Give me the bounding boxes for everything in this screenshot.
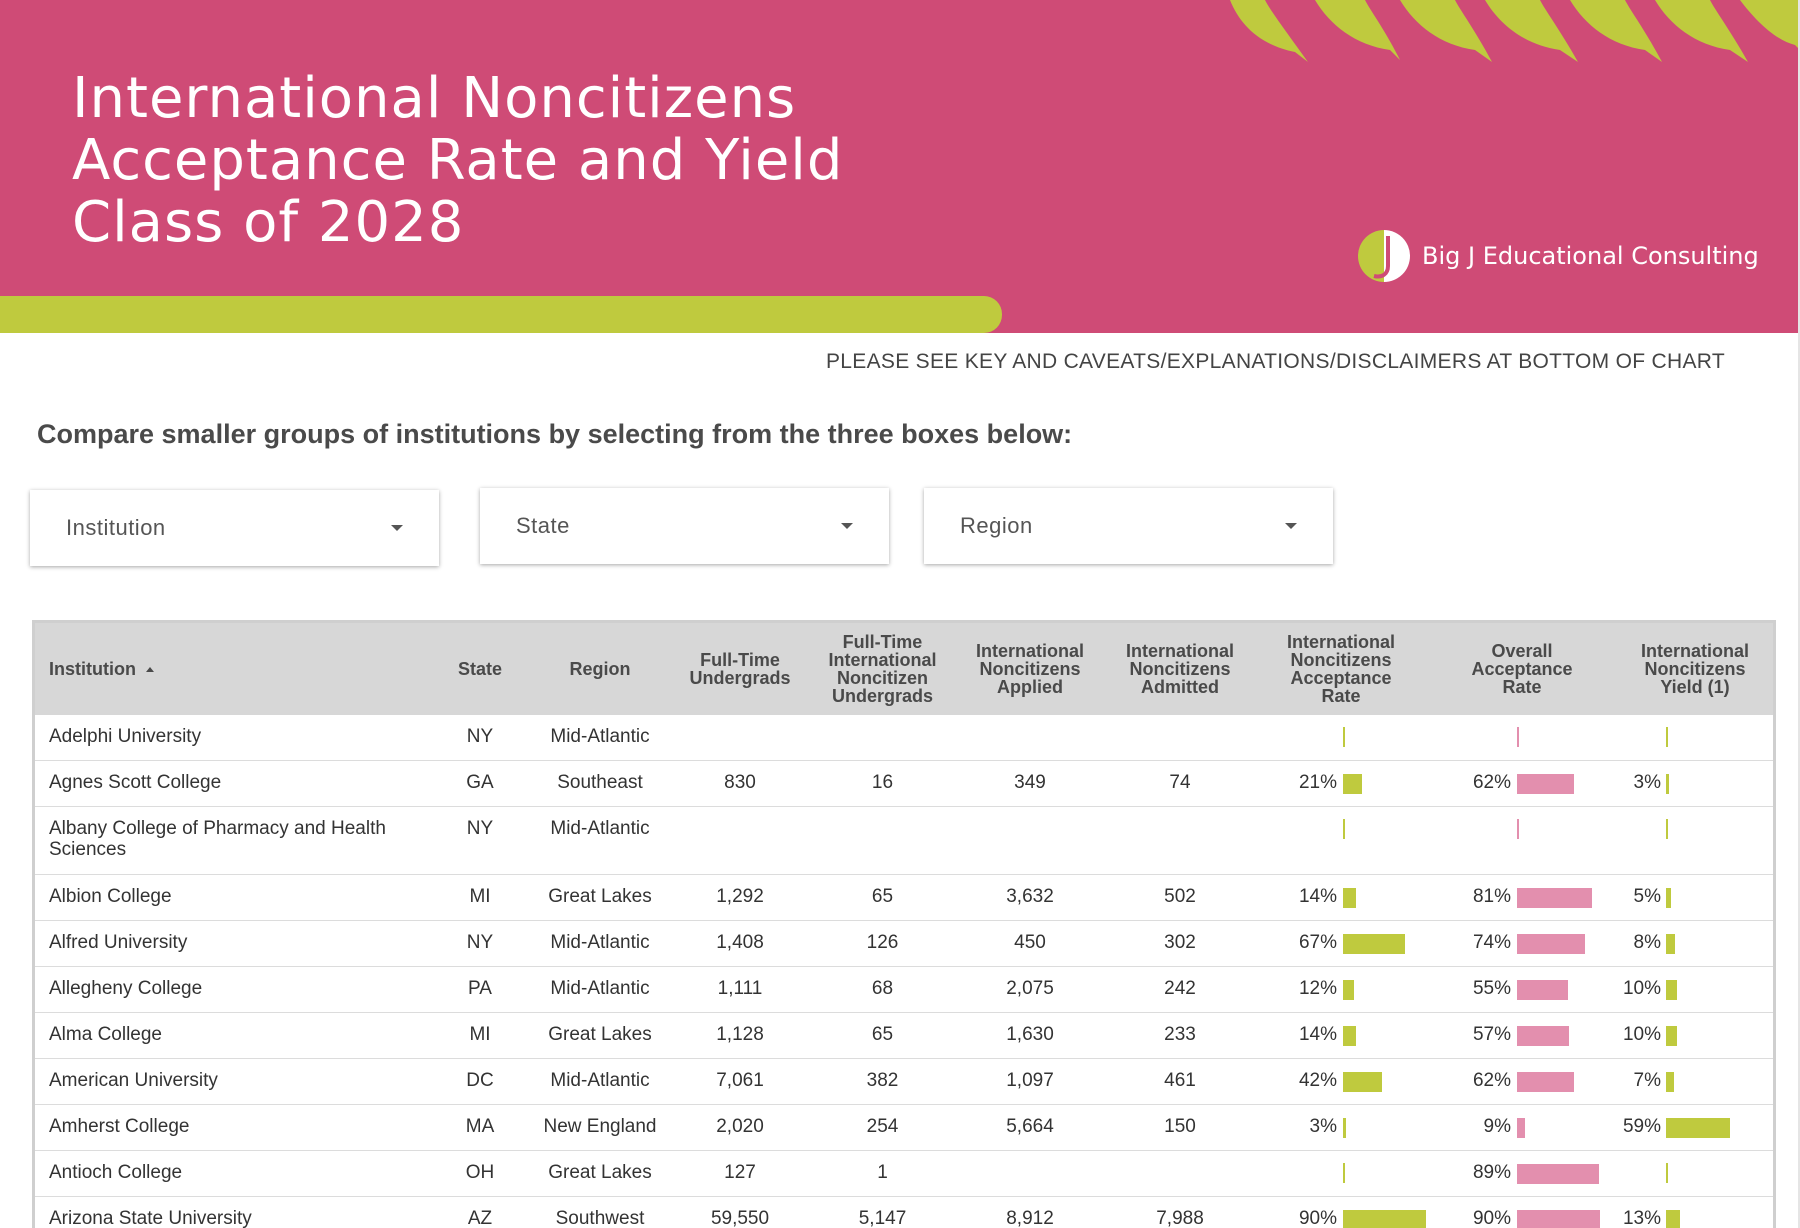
cell-ft-undergrads: 127 xyxy=(724,1162,756,1183)
cell-region: Great Lakes xyxy=(548,1024,652,1045)
cell-ft-undergrads: 7,061 xyxy=(716,1070,764,1091)
intl-accept-rate-value: 14% xyxy=(1298,886,1337,907)
intl-yield-bar xyxy=(1666,888,1671,908)
cell-region: Mid-Atlantic xyxy=(550,818,650,839)
intl-accept-rate-bar xyxy=(1343,1210,1426,1228)
cell-institution: Alfred University xyxy=(49,932,188,953)
intl-accept-rate-bar xyxy=(1343,1072,1382,1092)
page-title-line-3: Class of 2028 xyxy=(72,190,465,255)
table-row[interactable] xyxy=(35,807,1773,875)
cell-intl-admitted: 242 xyxy=(1164,978,1196,999)
cell-ft-undergrads: 1,408 xyxy=(716,932,764,953)
table-row[interactable] xyxy=(35,1105,1773,1151)
column-header-ft-intl-undergrads[interactable] xyxy=(810,623,955,715)
cell-ft-undergrads: 2,020 xyxy=(716,1116,764,1137)
cell-intl-applied: 349 xyxy=(1014,772,1046,793)
cell-intl-admitted: 461 xyxy=(1164,1070,1196,1091)
intl-accept-rate-bar xyxy=(1343,774,1362,794)
overall-accept-rate-bar xyxy=(1517,1210,1600,1228)
column-header-intl-admitted[interactable] xyxy=(1105,623,1255,715)
table-row[interactable] xyxy=(35,1013,1773,1059)
cell-institution: Agnes Scott College xyxy=(49,772,222,793)
cell-state: NY xyxy=(466,818,494,839)
cell-intl-applied: 1,097 xyxy=(1006,1070,1054,1091)
table-row[interactable] xyxy=(35,875,1773,921)
table-row[interactable] xyxy=(35,1197,1773,1228)
brand-logo-icon xyxy=(1356,228,1412,284)
overall-accept-rate-bar xyxy=(1517,1072,1574,1092)
cell-institution: Adelphi University xyxy=(49,726,202,747)
cell-ft-undergrads: 1,111 xyxy=(717,978,763,999)
cell-intl-applied: 450 xyxy=(1014,932,1046,953)
intl-yield-bar xyxy=(1666,1210,1680,1228)
cell-institution: Alma College xyxy=(49,1024,162,1045)
overall-accept-rate-value: 9% xyxy=(1483,1116,1511,1137)
region-filter-dropdown[interactable] xyxy=(924,488,1333,564)
intl-accept-rate-value: 67% xyxy=(1298,932,1337,953)
page-title-line-2: Acceptance Rate and Yield xyxy=(72,128,844,193)
cell-institution: Arizona State University xyxy=(49,1208,252,1228)
table-row[interactable] xyxy=(35,715,1773,761)
overall-accept-rate-bar xyxy=(1517,1026,1569,1046)
page-title xyxy=(72,68,843,254)
table-row[interactable] xyxy=(35,1059,1773,1105)
intl-yield-bar xyxy=(1666,1026,1677,1046)
cell-intl-applied: 8,912 xyxy=(1006,1208,1054,1228)
intl-accept-rate-value: 21% xyxy=(1298,772,1337,793)
table-header xyxy=(35,623,1773,715)
intl-accept-rate-value: 12% xyxy=(1298,978,1337,999)
institution-filter-dropdown[interactable] xyxy=(30,490,439,566)
institution-filter-label: Institution xyxy=(66,515,166,540)
cell-ft-undergrads: 830 xyxy=(724,772,756,793)
column-header-label: International Noncitizens Applied xyxy=(975,641,1084,697)
overall-accept-rate-value: 81% xyxy=(1472,886,1511,907)
overall-accept-rate-value: 89% xyxy=(1472,1162,1511,1183)
brand xyxy=(1356,228,1759,284)
cell-ft-undergrads: 1,128 xyxy=(716,1024,764,1045)
cell-ft-intl-undergrads: 68 xyxy=(871,978,894,999)
cell-intl-admitted: 150 xyxy=(1164,1116,1196,1137)
intl-yield-value: 5% xyxy=(1633,886,1661,907)
overall-accept-rate-bar xyxy=(1517,819,1519,839)
intl-yield-value: 13% xyxy=(1622,1208,1661,1228)
cell-intl-admitted: 302 xyxy=(1164,932,1196,953)
chevron-down-icon xyxy=(391,525,403,531)
overall-accept-rate-value: 74% xyxy=(1472,932,1511,953)
intl-yield-value: 10% xyxy=(1622,1024,1661,1045)
intl-yield-bar xyxy=(1666,980,1677,1000)
cell-region: Mid-Atlantic xyxy=(550,978,650,999)
cell-state: MI xyxy=(469,886,491,907)
state-filter-label: State xyxy=(516,513,570,538)
cell-ft-intl-undergrads: 1 xyxy=(877,1162,888,1183)
cell-state: NY xyxy=(466,726,494,747)
column-header-intl-accept-rate[interactable] xyxy=(1255,623,1427,715)
cell-state: AZ xyxy=(467,1208,493,1228)
intl-accept-rate-value: 90% xyxy=(1298,1208,1337,1228)
column-header-region[interactable] xyxy=(530,623,670,715)
cell-institution: Antioch College xyxy=(49,1162,183,1183)
cell-state: MI xyxy=(469,1024,491,1045)
overall-accept-rate-bar xyxy=(1517,934,1585,954)
cell-region: Great Lakes xyxy=(548,886,652,907)
cell-ft-intl-undergrads: 65 xyxy=(871,1024,894,1045)
cell-ft-intl-undergrads: 5,147 xyxy=(858,1208,907,1228)
cell-intl-applied: 3,632 xyxy=(1006,886,1054,907)
cell-intl-admitted: 7,988 xyxy=(1156,1208,1204,1228)
cell-region: Southeast xyxy=(557,772,643,793)
column-header-intl-yield[interactable] xyxy=(1617,623,1773,715)
column-header-label: Overall Acceptance Rate xyxy=(1471,641,1573,697)
page-title-line-1: International Noncitizens xyxy=(72,66,797,131)
cell-region: Mid-Atlantic xyxy=(550,932,650,953)
cell-institution: Amherst College xyxy=(49,1116,190,1137)
column-header-ft-undergrads[interactable] xyxy=(670,623,810,715)
overall-accept-rate-value: 90% xyxy=(1472,1208,1511,1228)
cell-region: Great Lakes xyxy=(548,1162,652,1183)
cell-ft-undergrads: 59,550 xyxy=(710,1208,770,1228)
overall-accept-rate-value: 62% xyxy=(1472,772,1511,793)
cell-ft-intl-undergrads: 382 xyxy=(866,1070,899,1091)
cell-ft-undergrads: 1,292 xyxy=(716,886,764,907)
overall-accept-rate-bar xyxy=(1517,1118,1525,1138)
overall-accept-rate-bar xyxy=(1517,774,1574,794)
intl-yield-bar xyxy=(1666,727,1668,747)
sort-ascending-icon[interactable] xyxy=(146,667,154,672)
cell-intl-applied: 1,630 xyxy=(1006,1024,1054,1045)
intl-accept-rate-value: 3% xyxy=(1309,1116,1337,1137)
intl-yield-bar xyxy=(1666,934,1675,954)
cell-institution: Allegheny College xyxy=(49,978,203,999)
column-header-label: International Noncitizens Yield (1) xyxy=(1640,641,1749,697)
cell-region: Mid-Atlantic xyxy=(550,726,650,747)
intl-yield-value: 3% xyxy=(1633,772,1661,793)
filter-instructions: Compare smaller groups of institutions by selecting from the three boxes below: xyxy=(37,419,1073,449)
cell-state: NY xyxy=(466,932,494,953)
column-header-label: Full-Time International Noncitizen Undergrads xyxy=(828,632,937,706)
cell-ft-intl-undergrads: 65 xyxy=(871,886,894,907)
column-header-institution[interactable] xyxy=(49,623,419,715)
cell-ft-intl-undergrads: 126 xyxy=(866,932,899,953)
cell-state: PA xyxy=(468,978,492,999)
disclaimer-notice: PLEASE SEE KEY AND CAVEATS/EXPLANATIONS/DISCLAIMERS AT BOTTOM OF CHART xyxy=(826,350,1725,373)
column-header-label: State xyxy=(457,659,502,679)
intl-yield-bar xyxy=(1666,1163,1668,1183)
intl-yield-value: 8% xyxy=(1633,932,1661,953)
overall-accept-rate-value: 62% xyxy=(1472,1070,1511,1091)
cell-institution: Albion College xyxy=(49,886,172,907)
intl-yield-value: 7% xyxy=(1633,1070,1661,1091)
table-row[interactable] xyxy=(35,967,1773,1013)
overall-accept-rate-bar xyxy=(1517,980,1568,1000)
intl-accept-rate-value: 42% xyxy=(1298,1070,1337,1091)
intl-accept-rate-bar xyxy=(1343,980,1354,1000)
cell-ft-intl-undergrads: 254 xyxy=(866,1116,899,1137)
intl-accept-rate-value: 14% xyxy=(1298,1024,1337,1045)
header-banner xyxy=(0,0,1800,333)
state-filter-dropdown[interactable] xyxy=(480,488,889,564)
region-filter-label: Region xyxy=(960,513,1033,538)
overall-accept-rate-value: 55% xyxy=(1472,978,1511,999)
intl-accept-rate-bar xyxy=(1343,934,1405,954)
cell-intl-applied: 2,075 xyxy=(1006,978,1054,999)
cell-region: New England xyxy=(543,1116,657,1137)
table-row[interactable] xyxy=(35,921,1773,967)
intl-yield-bar xyxy=(1666,774,1669,794)
column-header-overall-accept-rate[interactable] xyxy=(1427,623,1617,715)
intl-accept-rate-bar xyxy=(1343,819,1345,839)
overall-accept-rate-bar xyxy=(1517,888,1592,908)
accent-stripe xyxy=(0,296,1002,333)
leaf-pattern-icon xyxy=(1100,0,1800,70)
cell-state: OH xyxy=(465,1162,495,1183)
intl-accept-rate-bar xyxy=(1343,727,1345,747)
intl-yield-value: 59% xyxy=(1622,1116,1661,1137)
intl-yield-bar xyxy=(1666,819,1668,839)
column-header-intl-applied[interactable] xyxy=(955,623,1105,715)
column-header-label: International Noncitizens Admitted xyxy=(1125,641,1234,697)
cell-intl-admitted: 233 xyxy=(1164,1024,1196,1045)
column-header-label: International Noncitizens Acceptance Rate xyxy=(1286,632,1395,706)
cell-state: MA xyxy=(465,1116,495,1137)
chevron-down-icon xyxy=(1285,523,1297,529)
cell-region: Southwest xyxy=(555,1208,645,1228)
cell-intl-applied: 5,664 xyxy=(1006,1116,1054,1137)
cell-intl-admitted: 502 xyxy=(1164,886,1196,907)
intl-yield-value: 10% xyxy=(1622,978,1661,999)
table-body xyxy=(35,715,1773,1228)
table-row[interactable] xyxy=(35,761,1773,807)
cell-state: GA xyxy=(466,772,494,793)
cell-institution: Albany College of Pharmacy and Health Sciences xyxy=(49,818,386,860)
table-row[interactable] xyxy=(35,1151,1773,1197)
data-table xyxy=(32,620,1776,1228)
cell-institution: American University xyxy=(49,1070,218,1091)
intl-accept-rate-bar xyxy=(1343,888,1356,908)
overall-accept-rate-bar xyxy=(1517,727,1519,747)
chevron-down-icon xyxy=(841,523,853,529)
intl-accept-rate-bar xyxy=(1343,1118,1346,1138)
cell-ft-intl-undergrads: 16 xyxy=(871,772,894,793)
decorative-leaf-pattern xyxy=(1100,0,1800,70)
column-header-label: Region xyxy=(569,659,631,679)
overall-accept-rate-value: 57% xyxy=(1472,1024,1511,1045)
cell-intl-admitted: 74 xyxy=(1169,772,1191,793)
overall-accept-rate-bar xyxy=(1517,1164,1599,1184)
intl-yield-bar xyxy=(1666,1072,1674,1092)
column-header-state[interactable] xyxy=(430,623,530,715)
cell-state: DC xyxy=(466,1070,494,1091)
brand-name: Big J Educational Consulting xyxy=(1422,242,1759,270)
intl-accept-rate-bar xyxy=(1343,1026,1356,1046)
column-header-label: Full-Time Undergrads xyxy=(689,650,791,688)
intl-yield-bar xyxy=(1666,1118,1730,1138)
column-header-label: Institution xyxy=(49,659,136,679)
cell-region: Mid-Atlantic xyxy=(550,1070,650,1091)
intl-accept-rate-bar xyxy=(1343,1163,1345,1183)
